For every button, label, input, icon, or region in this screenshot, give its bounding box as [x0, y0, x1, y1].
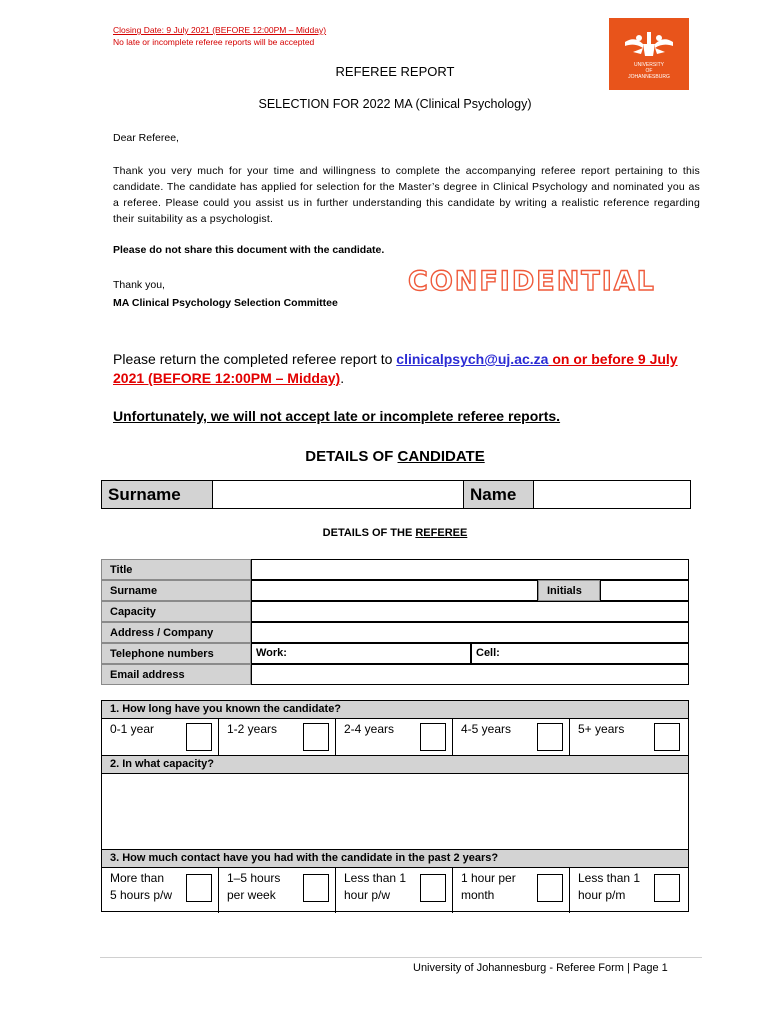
- surname-label: Surname: [102, 481, 213, 508]
- q1-checkbox[interactable]: [537, 723, 563, 751]
- q3-option: [219, 868, 336, 913]
- capacity-label: Capacity: [101, 601, 251, 622]
- q1-option: [453, 719, 570, 759]
- university-logo: [609, 18, 689, 90]
- candidate-surname-field[interactable]: [213, 481, 464, 508]
- capacity-field[interactable]: [251, 601, 689, 622]
- q3-checkbox[interactable]: [537, 874, 563, 902]
- table-row: [101, 643, 689, 664]
- candidate-heading: [0, 448, 770, 465]
- closing-notice: [113, 24, 326, 48]
- q1-option: [336, 719, 453, 759]
- cell-phone-field[interactable]: Cell:: [471, 643, 689, 664]
- question-3-options: [102, 868, 688, 913]
- question-3-table: [101, 849, 689, 912]
- q3-option-label: 1–5 hours per week: [227, 871, 281, 902]
- candidate-heading-prefix: DETAILS OF: [305, 448, 398, 465]
- q3-option: [453, 868, 570, 913]
- greeting: Dear Referee,: [113, 132, 179, 144]
- question-1-table: [101, 700, 689, 757]
- question-1-label: 1. How long have you known the candidate?: [102, 701, 688, 719]
- question-1-options: [102, 719, 688, 759]
- address-field[interactable]: [251, 622, 689, 643]
- q3-checkbox[interactable]: [303, 874, 329, 902]
- q3-checkbox[interactable]: [654, 874, 680, 902]
- q3-option: [336, 868, 453, 913]
- email-link[interactable]: clinicalpsych@uj.ac.za: [396, 351, 549, 367]
- q3-option-label: More than 5 hours p/w: [110, 871, 173, 902]
- no-late-reports: No late or incomplete referee reports will be accepted: [113, 37, 315, 47]
- logo-line-1: UNIVERSITY: [633, 62, 664, 68]
- q3-option-label: Less than 1 hour p/w: [344, 871, 407, 902]
- table-row: [101, 622, 689, 643]
- question-3-label: 3. How much contact have you had with the candidate in the past 2 years?: [102, 850, 688, 868]
- q3-checkbox[interactable]: [420, 874, 446, 902]
- candidate-table: [101, 480, 691, 509]
- q3-option: [570, 868, 688, 913]
- work-phone-field[interactable]: Work:: [251, 643, 471, 664]
- logo-line-2: OF: [645, 68, 653, 74]
- intro-paragraph: Thank you very much for your time and willingness to complete the accompanying referee report pertaining to this candidate. The candidate has applied for selection for the Master’s degree in Clinical Psychology and nominated you as a referee. Please could you assist us in further understanding this candidate by writing a realistic reference regarding their suitability as a psychologist.: [113, 165, 700, 225]
- telephone-label: Telephone numbers: [101, 643, 251, 664]
- q3-checkbox[interactable]: [186, 874, 212, 902]
- referee-heading: [0, 527, 770, 539]
- address-label: Address / Company: [101, 622, 251, 643]
- q3-option-label: Less than 1 hour p/m: [578, 871, 641, 902]
- confidential-stamp: CONFIDENTIAL: [408, 266, 656, 297]
- q1-option-label: 2-4 years: [344, 722, 395, 736]
- table-row: [101, 580, 689, 601]
- return-suffix: .: [340, 370, 345, 386]
- table-row: [101, 559, 689, 580]
- referee-heading-underlined: REFEREE: [415, 527, 468, 539]
- title-label: Title: [101, 559, 251, 580]
- referee-surname-field[interactable]: [251, 580, 538, 601]
- q3-option-label: 1 hour per month: [461, 871, 516, 902]
- q1-option: [570, 719, 688, 759]
- return-prefix: Please return the completed referee report to: [113, 351, 397, 367]
- logo-line-3: JOHANNESBURG: [628, 74, 670, 80]
- question-2-label: 2. In what capacity?: [102, 756, 688, 774]
- q1-option: [219, 719, 336, 759]
- q1-checkbox[interactable]: [420, 723, 446, 751]
- q1-option-label: 4-5 years: [461, 722, 512, 736]
- initials-label: Initials: [538, 580, 600, 601]
- referee-surname-label: Surname: [101, 580, 251, 601]
- email-label: Email address: [101, 664, 251, 685]
- footer-divider: [100, 957, 702, 958]
- initials-field[interactable]: [600, 580, 689, 601]
- committee-signature: MA Clinical Psychology Selection Committee: [113, 297, 338, 309]
- q1-checkbox[interactable]: [654, 723, 680, 751]
- page-title: REFEREE REPORT: [335, 64, 455, 79]
- email-field[interactable]: [251, 664, 689, 685]
- question-2-table: [101, 755, 689, 850]
- return-deadline: on or before 9 July 2021 (BEFORE 12:00PM – Midday): [113, 351, 678, 386]
- q1-checkbox[interactable]: [186, 723, 212, 751]
- candidate-name-field[interactable]: [534, 481, 690, 508]
- table-row: [101, 664, 689, 685]
- question-2-answer-area[interactable]: [102, 774, 688, 850]
- table-row: [101, 601, 689, 622]
- page-subtitle: SELECTION FOR 2022 MA (Clinical Psychology): [258, 97, 532, 111]
- name-label: Name: [464, 481, 534, 508]
- candidate-heading-underlined: CANDIDATE: [397, 448, 485, 465]
- return-notice: [113, 350, 703, 388]
- closing-date: Closing Date: 9 July 2021 (BEFORE 12:00PM – Midday): [113, 25, 327, 35]
- share-warning: Please do not share this document with the candidate.: [113, 244, 385, 256]
- late-notice: Unfortunately, we will not accept late or incomplete referee reports.: [113, 408, 561, 424]
- q1-option-label: 1-2 years: [227, 722, 278, 736]
- q1-option: [102, 719, 219, 759]
- title-field[interactable]: [251, 559, 689, 580]
- q3-option: [102, 868, 219, 913]
- q1-option-label: 5+ years: [578, 722, 625, 736]
- page-footer: University of Johannesburg - Referee Form | Page 1: [413, 962, 668, 974]
- q1-checkbox[interactable]: [303, 723, 329, 751]
- referee-heading-prefix: DETAILS OF THE: [322, 527, 416, 539]
- q1-option-label: 0-1 year: [110, 722, 155, 736]
- thanks-line: Thank you,: [113, 279, 165, 291]
